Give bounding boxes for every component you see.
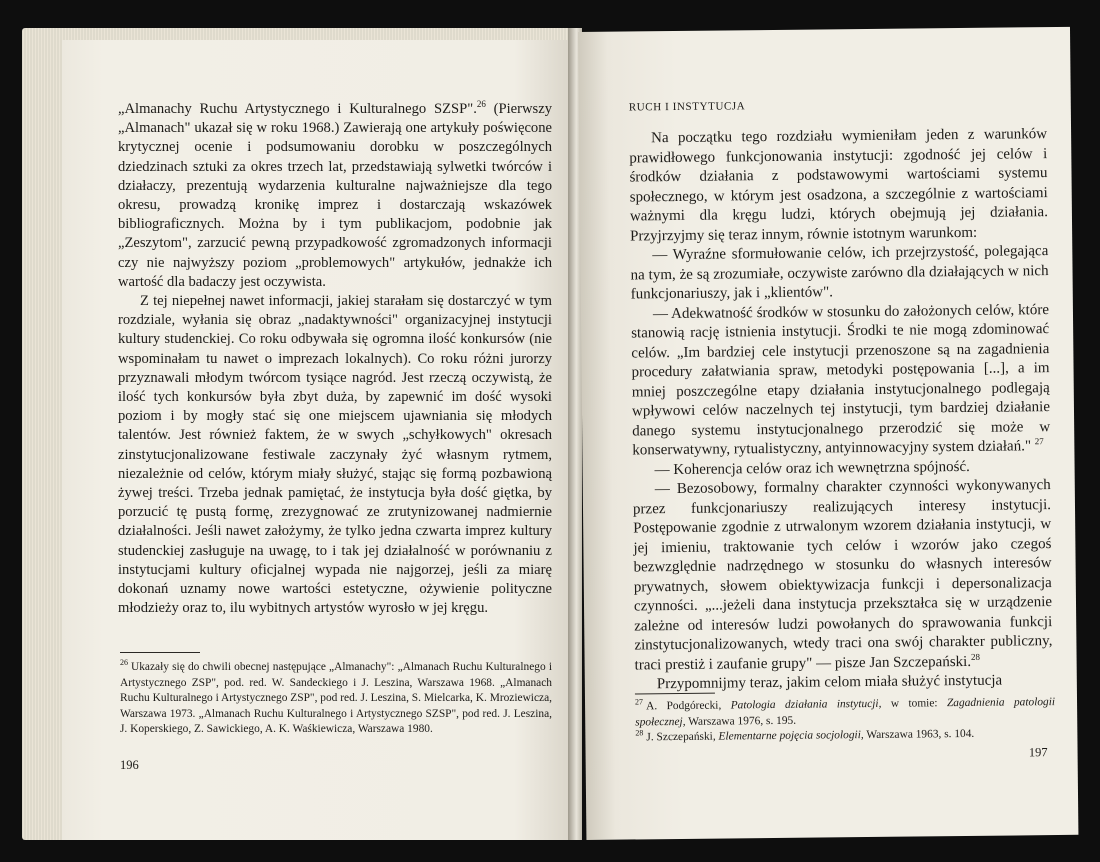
right-paragraph-3: — Adekwatność środków w stosunku do założonych celów, które stanowią rację istnienia instytucji. Środki te nie mogą zdominować celów. „Im bardziej cele instytucji przenoszone są na zagadnienia procedury załatwiania spraw, metodyki postępowania [...], a im mniej poszczególne etapy działania instytucjonalnego podlegają wpływowi celów naczelnych tej instytucji, tym bardziej działanie danego systemu instytucjonalnego przerodzić się może w konserwatywny, rytualistyczny, antyinnowacyjny system działań." $^{27}$	[631, 301, 1051, 459]
footnote-ref-26: 26	[476, 99, 486, 110]
footnote-26: $^{26}$ Ukazały się do chwili obecnej następujące „Almanachy": „Almanach Ruchu Kulturalnego i Artystycznego ZSP", pod. red. W. Sandeckiego i J. Leszina, Warszawa 1968. „Almanach Ruchu Kulturalnego i Artystycznego ZSP", pod red. J. Leszina, S. Mielcarka, K. Mroziewicza, Warszawa 1973. „Almanach Ruchu Kulturalnego i Artystycznego SZSP", pod red. J. Leszina, J. Koperskiego, Z. Sawickiego, A. K. Waśkiewicza, Warszawa 1980.	[120, 658, 552, 736]
right-page	[578, 27, 1078, 840]
left-footnotes	[120, 660, 552, 738]
right-footnotes	[635, 695, 1055, 746]
right-page-body	[629, 125, 1053, 695]
footnote-divider	[120, 652, 200, 653]
footnote-27: $^{27}$ A. Podgórecki, Patologia działania instytucji, w tomie: Zagadnienia patologii społecznej, Warszawa 1976, s. 195.	[634, 696, 1056, 729]
right-paragraph-6: Przypomnijmy teraz, jakim celom miała służyć instytucja	[656, 672, 1003, 693]
page-number-left: 196	[120, 758, 139, 772]
right-paragraph-2: — Wyraźne sformułowanie celów, ich przejrzystość, polegająca na tym, że są zrozumiałe, oczywiste zarówno dla działających w nich funkcjonariuszy, jak i „klientów".	[630, 243, 1049, 303]
footnote-ref-28: 28	[970, 651, 981, 662]
page-number-right: 197	[1028, 745, 1048, 760]
left-paragraph-2: Z tej niepełnej nawet informacji, jakiej starałam się dostarczyć w tym rozdziale, wyłania się obraz „nadaktywności" organizacyjnej instytucji kultury studenckiej. Co roku odbywała się ogromna ilość konkursów (nie wspominałam tu nawet o imprezach lokalnych). Co roku różni jurorzy przyznawali młodym twórcom tysiące nagród. Jest rzeczą oczywistą, że ilość tych konkursów była zbyt duża, by zapewnić im dość wysoki poziom i by mogły stać się one miejscem ujawniania się młodych talentów. Jest również faktem, że w swych „schyłkowych" okresach zinstytucjonalizowane festiwale zaczynały żyć własnym rytmem, niezależnie od celów, którym miały służyć, stając się formą pozbawioną żywej treści. Trzeba jednak pamiętać, że instytucja była dość giętka, by porzucić tę pustą formę, zrezygnować ze zrutynizowanej nadmiernie działalności. Jeśli nawet założymy, że tylko jedna czwarta imprez kultury studenckiej zasługuje na uwagę, to i tak jej działalność w porównaniu z instytucjami kultury oficjalnej wypada nie najgorzej, jeśli za miarę dokonań uznamy nowe wartości estetyczne, ożywienie polityczne młodzieży oraz to, ilu wybitnych artystów wyrosło w jej kręgu.	[118, 293, 552, 617]
left-page	[62, 40, 576, 840]
footnote-28: $^{28}$ J. Szczepański, Elementarne pojęcia socjologii, Warszawa 1963, s. 104.	[635, 728, 975, 744]
right-paragraph-5: — Bezosobowy, formalny charakter czynności wykonywanych przez funkcjonariuszy realizujących interesy instytucji. Postępowanie zgodnie z utrwalonym wzorem działania instytucji, w jej imieniu, traktowanie tych celów i wzorów jako czegoś bezwzględnie nadrzędnego w stosunku do własnych interesów prywatnych, słowem obiektywizacja funkcji i depersonalizacja czynności. „...jeżeli dana instytucja przekształca się w urządzenie zależne od interesów ludzi powołanych do sprawowania funkcji zinstytucjonalizowanych, wtedy traci ona swój charakter publiczny, traci prestiż i zaufanie grupy" — pisze Jan Szczepański.$^{28}$	[632, 477, 1053, 673]
running-head: RUCH I INSTYTUCJA	[628, 100, 746, 114]
left-paragraph-1: „Almanachy Ruchu Artystycznego i Kulturalnego SZSP".$^{26}$ (Pierwszy „Almanach" ukazał się w roku 1968.) Zawierają one artykuły poświęcone krytycznej ocenie i podsumowaniu dorobku w poszczególnych dziedzinach sztuki za okres trzech lat, przedstawiają sylwetki twórców i działaczy, prezentują wydarzenia kulturalne najważniejsze dla tego okresu, prowadzą kronikę imprez i dostarczają wskazówek bibliograficznych. Można by i tym publikacjom, podobnie jak „Zeszytom", zarzucić pewną przypadkowość zgromadzonych informacji czy nie najwyższy poziom „problemowych" artykułów, jednakże ich wartość dla badaczy jest oczywista.	[118, 99, 552, 290]
right-paragraph-4: — Koherencja celów oraz ich wewnętrzna spójność.	[654, 458, 970, 478]
right-paragraph-1: Na początku tego rozdziału wymieniłam jeden z warunków prawidłowego funkcjonowania instytucji: zgodność jej celów i środków działania z podstawowymi wartościami systemu społecznego, w którym jest osadzona, a szczególnie z wartościami ważnymi dla kręgu ludzi, których obejmują jej działania. Przyjrzyjmy się teraz innym, równie istotnym warunkom:	[629, 126, 1048, 244]
footnote-ref-27: 27	[1034, 436, 1044, 447]
left-page-body	[118, 100, 552, 618]
